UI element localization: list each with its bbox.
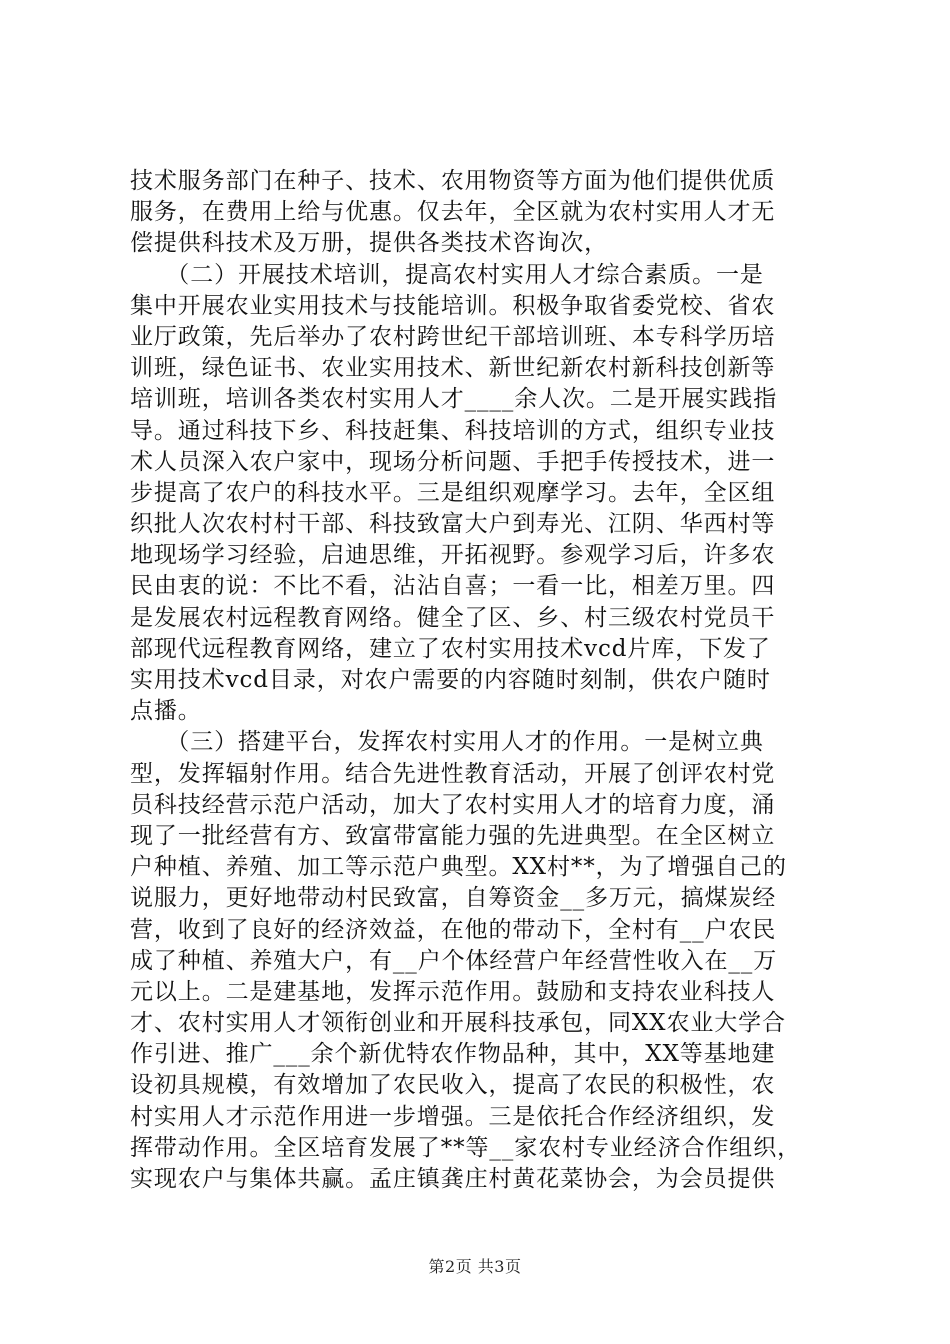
text-line: 技术服务部门在种子、技术、农用物资等方面为他们提供优质 [130, 168, 776, 194]
text-line: 元以上。二是建基地，发挥示范作用。鼓励和支持农业科技人 [130, 978, 776, 1005]
text-line: 培训班，培训各类农村实用人才____余人次。二是开展实践指 [130, 386, 778, 413]
text-line: （三）搭建平台，发挥农村实用人才的作用。一是树立典 [130, 729, 764, 756]
text-line: 点播。 [130, 698, 202, 725]
text-line: 服务，在费用上给与优惠。仅去年，全区就为农村实用人才无 [130, 199, 776, 226]
text-line: 部现代远程教育网络，建立了农村实用技术vcd片库，下发了 [130, 635, 771, 662]
text-line: 民由衷的说：不比不看，沾沾自喜；一看一比，相差万里。四 [130, 573, 776, 600]
text-line: 业厅政策，先后举办了农村跨世纪干部培训班、本专科学历培 [130, 323, 776, 350]
text-line: 户种植、养殖、加工等示范户典型。XX村**，为了增强自己的 [130, 854, 787, 881]
text-line: 训班，绿色证书、农业实用技术、新世纪新农村新科技创新等 [130, 355, 776, 382]
text-line: 现了一批经营有方、致富带富能力强的先进典型。在全区树立 [130, 822, 776, 849]
text-line: 织批人次农村村干部、科技致富大户到寿光、江阴、华西村等 [130, 511, 776, 538]
text-line: （二）开展技术培训，提高农村实用人才综合素质。一是 [130, 261, 764, 288]
text-line: 村实用人才示范作用进一步增强。三是依托合作经济组织，发 [130, 1103, 776, 1130]
text-line: 集中开展农业实用技术与技能培训。积极争取省委党校、省农 [130, 292, 776, 319]
text-line: 术人员深入农户家中，现场分析问题、手把手传授技术，进一 [130, 448, 776, 475]
text-line: 实用技术vcd目录，对农户需要的内容随时刻制，供农户随时 [130, 667, 771, 693]
text-line: 员科技经营示范户活动，加大了农村实用人才的培育力度，涌 [130, 791, 776, 818]
text-line: 才、农村实用人才领衔创业和开展科技承包，同XX农业大学合 [130, 1010, 786, 1037]
text-line: 成了种植、养殖大户，有__户个体经营户年经营性收入在__万 [130, 947, 778, 974]
body-text [130, 166, 830, 1195]
text-line: 偿提供科技术及万册，提供各类技术咨询次， [130, 230, 608, 257]
text-line: 营，收到了良好的经济效益，在他的带动下，全村有__户农民 [130, 916, 777, 943]
page-footer: 第2页 共3页 [428, 1257, 522, 1276]
text-line: 导。通过科技下乡、科技赶集、科技培训的方式，组织专业技 [130, 417, 776, 444]
text-line: 挥带动作用。全区培育发展了**等__家农村专业经济合作组织， [130, 1134, 801, 1161]
text-line: 设初具规模，有效增加了农民收入，提高了农民的积极性，农 [130, 1072, 776, 1099]
text-line: 是发展农村远程教育网络。健全了区、乡、村三级农村党员干 [130, 604, 776, 631]
text-line: 型，发挥辐射作用。结合先进性教育活动，开展了创评农村党 [130, 760, 776, 787]
text-line: 步提高了农户的科技水平。三是组织观摩学习。去年，全区组 [130, 479, 776, 506]
text-line: 说服力，更好地带动村民致富，自筹资金__多万元，搞煤炭经 [130, 885, 777, 912]
text-line: 地现场学习经验，启迪思维，开拓视野。参观学习后，许多农 [130, 542, 776, 569]
text-line: 实现农户与集体共赢。孟庄镇龚庄村黄花菜协会，为会员提供 [130, 1166, 776, 1192]
text-line: 作引进、推广___余个新优特农作物品种，其中，XX等基地建 [130, 1041, 776, 1068]
